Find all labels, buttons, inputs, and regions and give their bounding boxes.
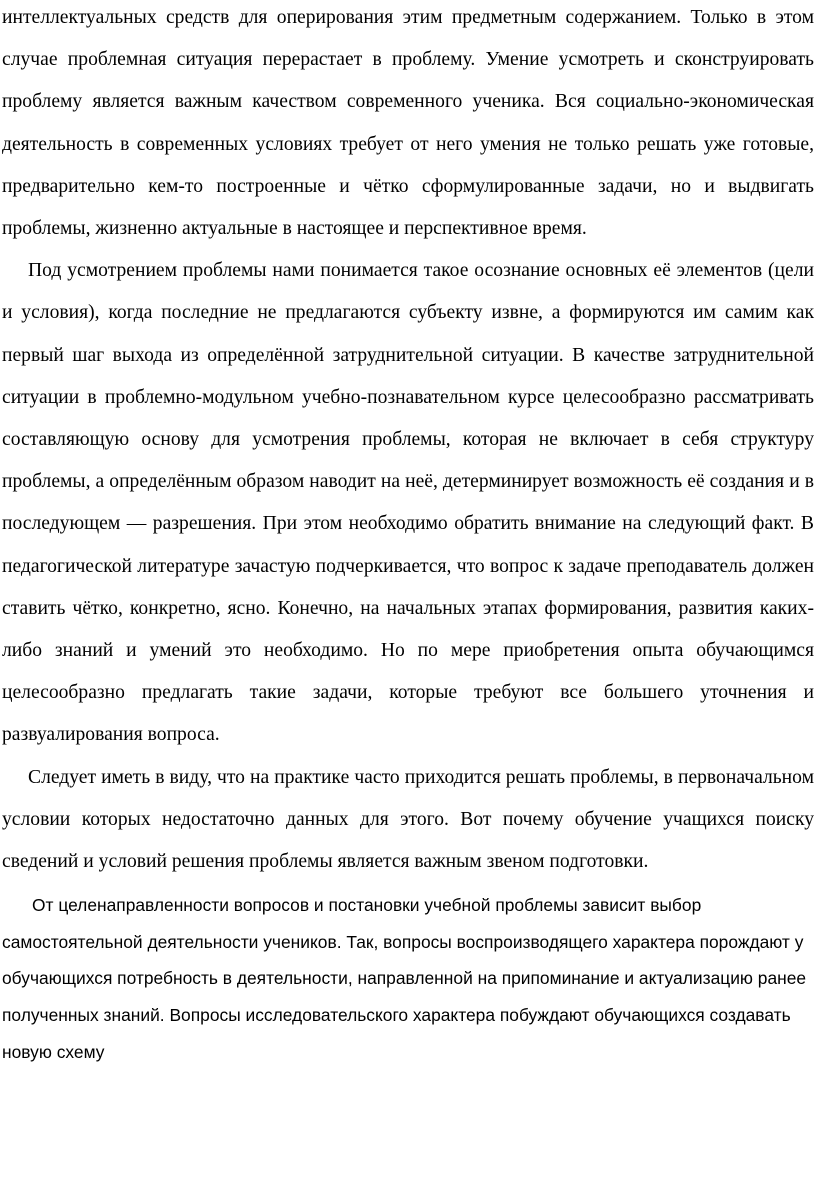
- main-text: [2, 0, 814, 883]
- paragraph-question-types: От целенаправленности вопросов и постановки учебной проблемы зависит выбор самостоятельной деятельности учеников. Так, вопросы воспроизводящего характера порождают у обучающихся потребность в деятельности, направленной на припоминание и актуализацию ранее полученных знаний. Вопросы исследовательского характера побуждают обучающихся создавать новую схему: [2, 895, 807, 1062]
- paragraph-continuation: интеллектуальных средств для оперирования этим предметным содержанием. Только в этом случае проблемная ситуация перерастает в проблему. Умение усмотреть и сконструировать проблему является важным качеством современного ученика. Вся социально-экономическая деятельность в современных условиях требует от него умения не только решать уже готовые, предварительно кем-то построенные и чётко сформулированные задачи, но и выдвигать проблемы, жизненно актуальные в настоящее и перспективное время.: [2, 7, 814, 240]
- paragraph-practice: Следует иметь в виду, что на практике часто приходится решать проблемы, в первоначальном условии которых недостаточно данных для этого. Вот почему обучение учащихся поиску сведений и условий решения проблемы является важным звеном подготовки.: [2, 766, 814, 873]
- sans-text: [2, 887, 814, 1070]
- paragraph-problem-recognition: Под усмотрением проблемы нами понимается такое осознание основных её элементов (цели и условия), когда последние не предлагаются субъекту извне, а формируются им самим как первый шаг выхода из определённой затруднительной ситуации. В качестве затруднительной ситуации в проблемно-модульном учебно-познавательном курсе целесообразно рассматривать составляющую основу для усмотрения проблемы, которая не включает в себя структуру проблемы, а определённым образом наводит на неё, детерминирует возможность её создания и в последующем — разрешения. При этом необходимо обратить внимание на следующий факт. В педагогической литературе зачастую подчеркивается, что вопрос к задаче преподаватель должен ставить чётко, конкретно, ясно. Конечно, на начальных этапах формирования, развития каких-либо знаний и умений это необходимо. Но по мере приобретения опыта обучающимся целесообразно предлагать такие задачи, которые требуют все большего уточнения и развуалирования вопроса.: [2, 260, 814, 746]
